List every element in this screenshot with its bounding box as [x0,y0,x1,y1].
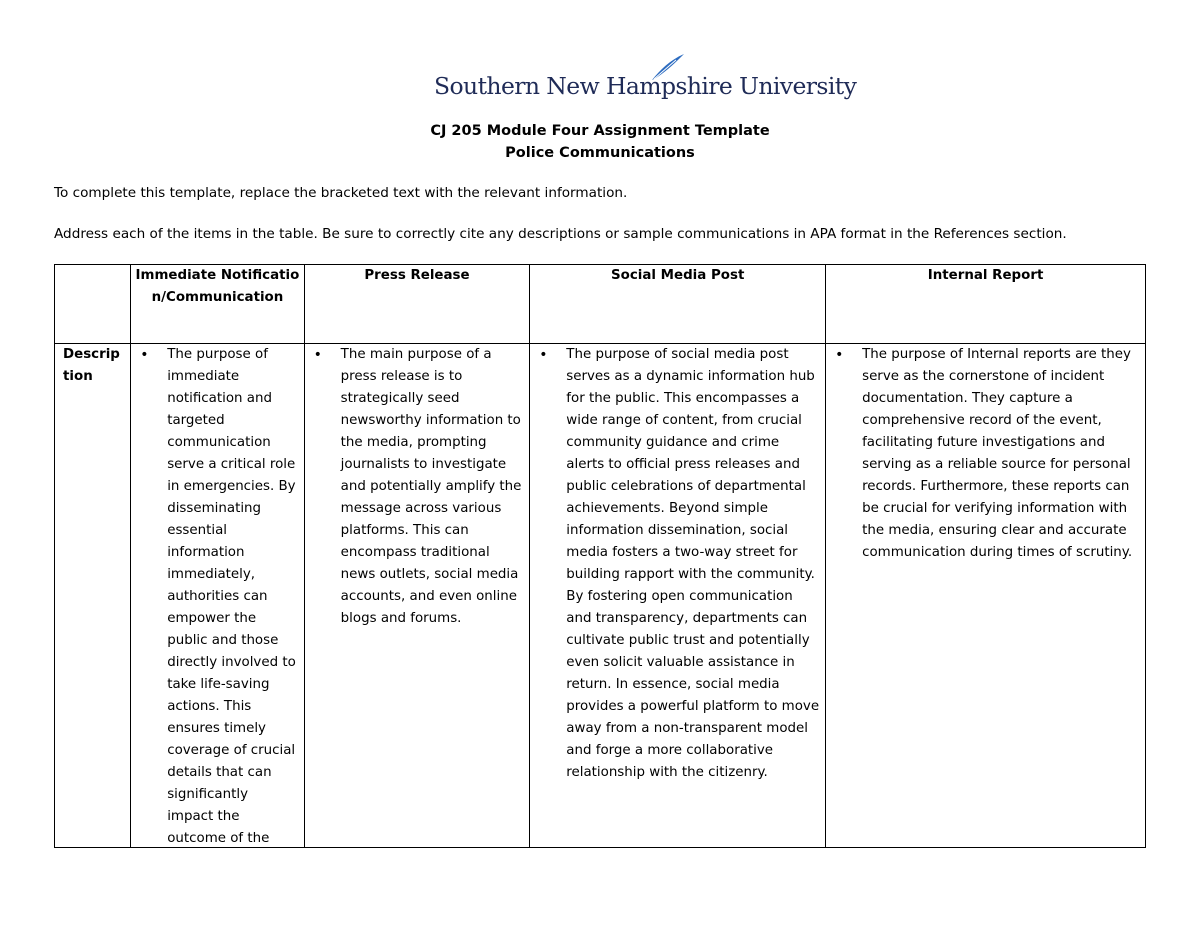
header-row [55,265,1146,344]
university-logo [430,52,857,104]
cell-internal-text: The purpose of Internal reports are they serve as the cornerstone of incident documentation. They capture a comprehensive record of the event, facilitating future investigations and serving as a reliable source for personal records. Furthermore, these reports can be crucial for verifying information with the media, ensuring clear and accurate communication during times of scrutiny. [862,347,1133,560]
bullet-icon: • [835,347,844,363]
description-row [55,344,1146,848]
cell-social-media [530,344,826,848]
cell-immediate-text: The purpose of immediate notification and targeted communication serve a critical role in emergencies. By disseminating essential information immediately, authorities can empower the public and those directly involved to take life-saving actions. This ensures timely coverage of crucial details that can significantly impact the outcome of the [167,347,296,844]
row-label-cell [55,344,131,848]
header-internal-label: Internal Report [927,268,1044,283]
cell-internal-report [826,344,1146,848]
instruction-line-1: To complete this template, replace the bracketed text with the relevant information. [54,185,628,201]
row-label-description: Description [63,347,120,384]
header-immediate-label: Immediate Notification/Communication [135,268,300,305]
header-social-media [530,265,826,344]
cell-social-text: The purpose of social media post serves as a dynamic information hub for the public. This encompasses a wide range of content, from crucial community guidance and crime alerts to official press releases and public celebrations of departmental achievements. Beyond simple information dissemination, social media fosters a two-way street for building rapport with the community. By fostering open communication and transparency, departments can cultivate public trust and potentially even solicit valuable assistance in return. In essence, social media provides a powerful platform to move away from a non-transparent model and forge a more collaborative relationship with the citizenry. [566,347,820,780]
cell-immediate [131,344,304,848]
cell-press-text: The main purpose of a press release is to strategically seed newsworthy information to the media, prompting journalists to investigate and potentially amplify the message across various platforms. This can encompass traditional news outlets, social media accounts, and even online blogs and forums. [340,347,522,626]
header-press-release [304,265,530,344]
instruction-line-2: Address each of the items in the table. Be sure to correctly cite any descriptions or sample communications in APA format in the References section. [54,226,1067,242]
header-immediate [131,265,304,344]
header-internal-report [826,265,1146,344]
university-name: Southern New Hampshire University [434,72,857,100]
bullet-icon: • [140,347,149,363]
header-blank-cell [55,265,131,344]
document-title [0,120,1200,164]
title-line-1: CJ 205 Module Four Assignment Template [430,123,770,139]
bullet-icon: • [539,347,548,363]
cell-press-release [304,344,530,848]
title-line-2: Police Communications [505,145,695,161]
bullet-icon: • [313,347,322,363]
header-press-label: Press Release [364,268,470,283]
header-social-label: Social Media Post [611,268,745,283]
communications-table [54,264,1146,848]
